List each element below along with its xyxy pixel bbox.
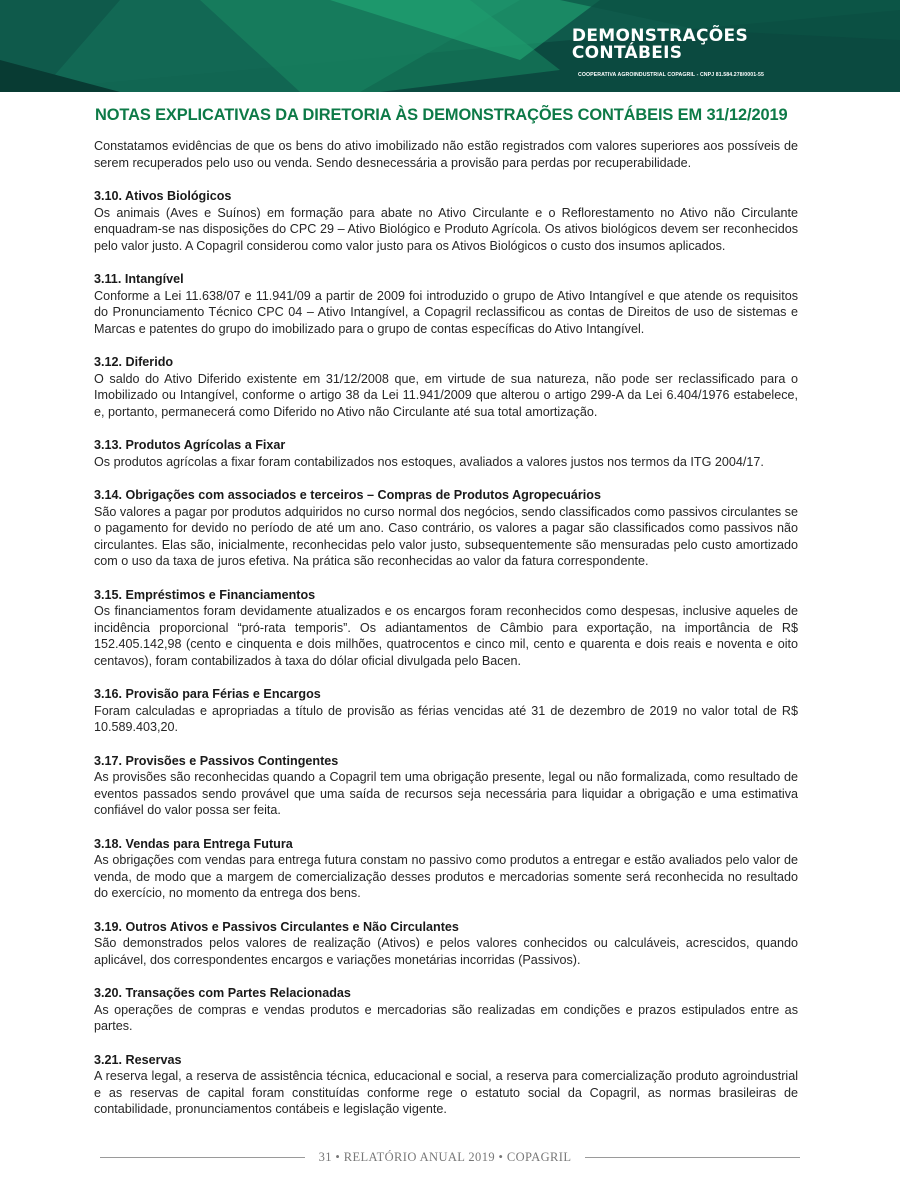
section-3-14 — [94, 487, 798, 570]
section-3-18 — [94, 836, 798, 902]
section-3-21 — [94, 1052, 798, 1118]
section-3-10 — [94, 188, 798, 254]
footer-rule-left — [100, 1157, 305, 1158]
section-title: 3.17. Provisões e Passivos Contingentes — [94, 753, 339, 768]
header-title-line1: DEMONSTRAÇÕES — [571, 26, 748, 46]
section-3-17 — [94, 753, 798, 819]
section-body: A reserva legal, a reserva de assistência técnica, educacional e social, a reserva para comercialização produto agroindustrial e as reservas de capital foram constituídas conforme rege o estatuto social da Copagril, as normas brasileiras de contabilidade, pronunciamentos contábeis e legislação vigente. — [94, 1069, 798, 1116]
section-title: 3.13. Produtos Agrícolas a Fixar — [94, 438, 286, 452]
section-body: Os financiamentos foram devidamente atualizados e os encargos foram reconhecidos como despesas, inclusive aqueles de incidência proporcional “pró-rata temporis”. Os adiantamentos de Câmbio para exportação, na importância de R$ 152.405.142,98 (cento e cinquenta e dois milhões, quatrocentos e cinco mil, cento e quarenta e dois reais e noventa e oito centavos), foram contabilizados à taxa do dólar oficial divulgada pelo Bacen. — [94, 604, 798, 668]
notes-content — [94, 138, 798, 1135]
intro-paragraph: Constatamos evidências de que os bens do ativo imobilizado não estão registrados com valores superiores aos possíveis de serem recuperados pelo uso ou venda. Sendo desnecessária a provisão para perdas por recuperabilidade. — [94, 139, 798, 170]
header-subtitle: COOPERATIVA AGROINDUSTRIAL COPAGRIL - CNPJ 81.584.278/0001-55 — [578, 72, 764, 78]
section-title: 3.14. Obrigações com associados e terceiros – Compras de Produtos Agropecuários — [94, 488, 601, 502]
section-3-11 — [94, 271, 798, 337]
section-title: 3.21. Reservas — [94, 1052, 182, 1067]
section-3-19 — [94, 919, 798, 969]
section-body: Os animais (Aves e Suínos) em formação para abate no Ativo Circulante e o Reflorestamento no Ativo não Circulante enquadram-se nas disposições do CPC 29 – Ativo Biológico e Produto Agrícola. Os ativos biológicos devem ser reconhecidos pelo valor justo. A Copagril considerou como valor justo para os Ativos Biológicos o custo dos insumos aplicados. — [94, 205, 798, 253]
section-body: O saldo do Ativo Diferido existente em 31/12/2008 que, em virtude de sua natureza, não pode ser reclassificado para o Imobilizado ou Intangível, conforme o artigo 38 da Lei 11.941/2009 que alterou o artigo 299-A da Lei 6.404/1976 estabelece, e, portanto, permanecerá como Diferido no Ativo não Circulante até sua total amortização. — [94, 371, 798, 419]
section-title: 3.12. Diferido — [94, 355, 174, 369]
section-title: 3.16. Provisão para Férias e Encargos — [94, 687, 321, 701]
section-3-12 — [94, 354, 798, 420]
section-body: São demonstrados pelos valores de realização (Ativos) e pelos valores conhecidos ou calculáveis, acrescidos, quando aplicável, dos correspondentes encargos e variações monetárias incorridas (Passivos). — [94, 936, 798, 967]
header-decoration — [0, 0, 900, 92]
section-body: Foram calculadas e apropriadas a título de provisão as férias vencidas até 31 de dezembro de 2019 no valor total de R$ 10.589.403,20. — [94, 703, 798, 734]
section-body: As obrigações com vendas para entrega futura constam no passivo como produtos a entregar e estão avaliados pelo valor de venda, de modo que a margem de comercialização desses produtos e mercadorias somente será reconhecida no resultado do exercício, no momento da entrega dos bens. — [94, 853, 798, 900]
header-title-line2: CONTÁBEIS — [571, 43, 683, 63]
page-footer — [100, 1148, 800, 1168]
section-body: São valores a pagar por produtos adquiridos no curso normal dos negócios, sendo classificados como passivos circulantes se o pagamento for devido no período de até um ano. Caso contrário, os valores a pagar são classificados como passivos não circulantes. Elas são, inicialmente, reconhecidas pelo valor justo, subsequentemente são mensuradas pelo custo amortizado com o uso da taxa de juros efetiva. Na prática são reconhecidas ao valor da fatura correspondente. — [94, 504, 798, 568]
section-body: Os produtos agrícolas a fixar foram contabilizados nos estoques, avaliados a valores justos nos termos da ITG 2004/17. — [94, 454, 764, 469]
footer-text: 31 • RELATÓRIO ANUAL 2019 • COPAGRIL — [318, 1150, 572, 1164]
section-3-13 — [94, 437, 798, 470]
section-body: As provisões são reconhecidas quando a Copagril tem uma obrigação presente, legal ou não formalizada, como resultado de eventos passados sendo provável que uma saída de recursos seja necessária para liquidar a obrigação e uma estimativa confiável do valor possa ser feita. — [94, 770, 798, 817]
section-title: 3.15. Empréstimos e Financiamentos — [94, 587, 316, 602]
header-title — [572, 28, 748, 62]
page-heading: NOTAS EXPLICATIVAS DA DIRETORIA ÀS DEMONSTRAÇÕES CONTÁBEIS EM 31/12/2019 — [95, 106, 788, 124]
section-3-16 — [94, 686, 798, 736]
section-title: 3.10. Ativos Biológicos — [94, 189, 232, 203]
section-3-15 — [94, 587, 798, 670]
section-body: Conforme a Lei 11.638/07 e 11.941/09 a partir de 2009 foi introduzido o grupo de Ativo Intangível e que atende os requisitos do Pronunciamento Técnico CPC 04 – Ativo Intangível, a Copagril reclassificou as contas de Direitos de uso de sistemas e Marcas e patentes do grupo do imobilizado para o grupo de contas específicas do Ativo Intangível. — [94, 288, 798, 336]
header-banner — [0, 0, 900, 92]
section-3-20 — [94, 985, 798, 1035]
section-title: 3.19. Outros Ativos e Passivos Circulantes e Não Circulantes — [94, 919, 459, 934]
section-title: 3.11. Intangível — [94, 272, 184, 286]
section-body: As operações de compras e vendas produtos e mercadorias são realizadas em condições e prazos estipulados entre as partes. — [94, 1002, 798, 1033]
footer-rule-right — [585, 1157, 800, 1158]
section-title: 3.18. Vendas para Entrega Futura — [94, 836, 293, 851]
section-title: 3.20. Transações com Partes Relacionadas — [94, 986, 351, 1000]
